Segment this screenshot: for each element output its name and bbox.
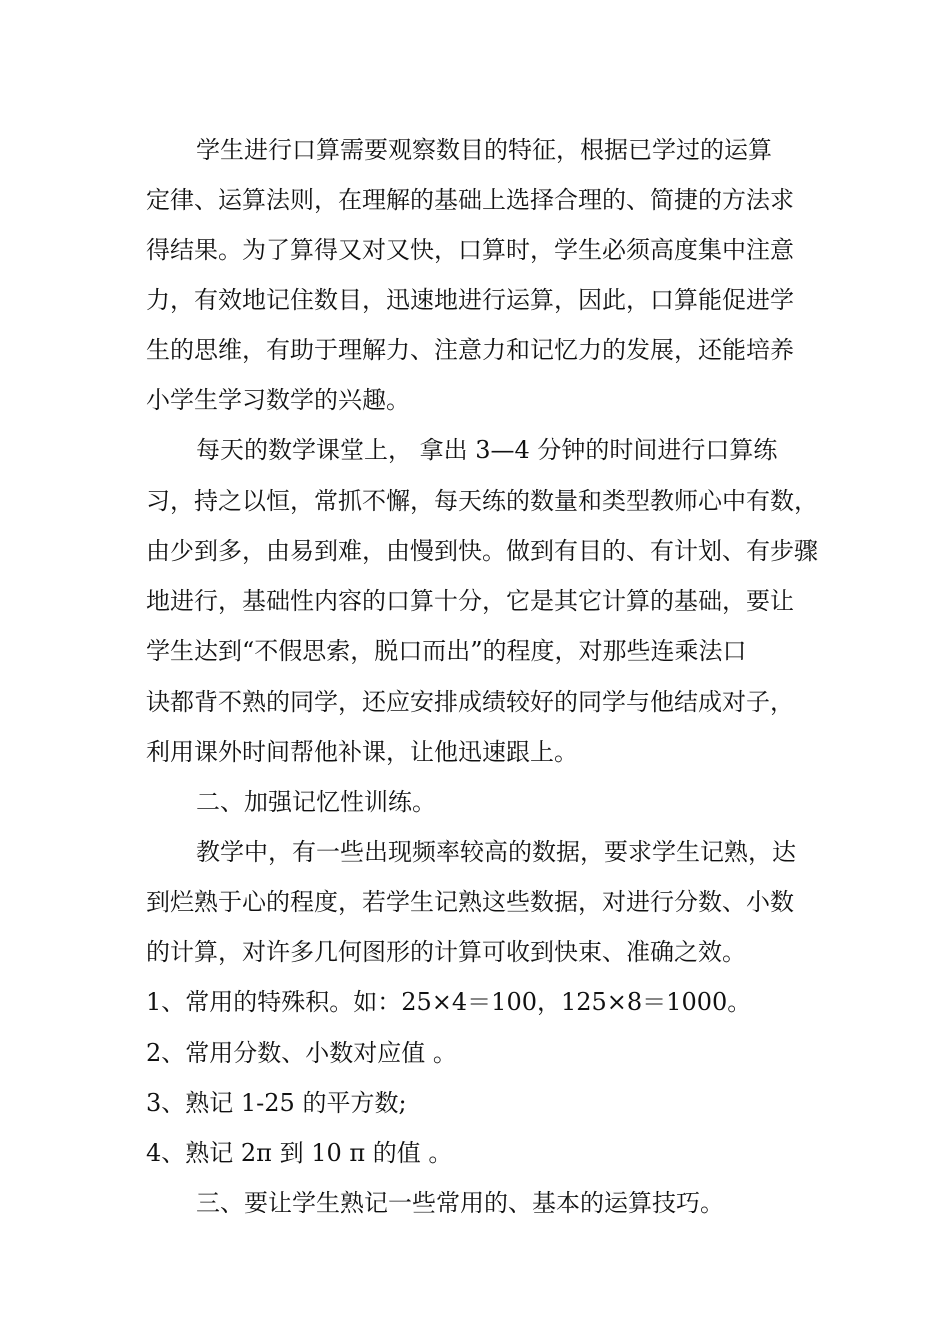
text-line-13: 利用课外时间帮他补课，让他迅速跟上。	[146, 738, 578, 766]
text-line-1: 学生进行口算需要观察数目的特征，根据已学过的运算	[196, 136, 772, 164]
text-line-17: 的计算，对许多几何图形的计算可收到快束、准确之效。	[146, 938, 746, 966]
text-line-11: 学生达到“不假思索，脱口而出”的程度，对那些连乘法口	[146, 637, 747, 665]
list-item-1: 1、常用的特殊积。如：25×4＝100，125×8＝1000。	[146, 988, 752, 1016]
section-heading-2: 二、加强记忆性训练。	[196, 788, 436, 816]
text-line-9: 由少到多，由易到难，由慢到快。做到有目的、有计划、有步骤	[146, 537, 818, 565]
text-line-16: 到烂熟于心的程度，若学生记熟这些数据，对进行分数、小数	[146, 888, 794, 916]
text-line-8: 习，持之以恒，常抓不懈，每天练的数量和类型教师心中有数，	[146, 487, 818, 515]
text-line-10: 地进行，基础性内容的口算十分，它是其它计算的基础，要让	[146, 587, 794, 615]
text-line-15: 教学中，有一些出现频率较高的数据，要求学生记熟，达	[196, 838, 796, 866]
section-heading-3: 三、要让学生熟记一些常用的、基本的运算技巧。	[196, 1189, 724, 1217]
list-item-3: 3、熟记 1-25 的平方数;	[146, 1089, 407, 1117]
text-line-3: 得结果。为了算得又对又快，口算时，学生必须高度集中注意	[146, 236, 794, 264]
text-line-7: 每天的数学课堂上， 拿出 3—4 分钟的时间进行口算练	[196, 436, 778, 464]
text-line-5: 生的思维，有助于理解力、注意力和记忆力的发展，还能培养	[146, 336, 794, 364]
list-item-4: 4、熟记 2π 到 10 π 的值 。	[146, 1139, 453, 1167]
text-line-2: 定律、运算法则，在理解的基础上选择合理的、简捷的方法求	[146, 186, 794, 214]
text-line-12: 诀都背不熟的同学，还应安排成绩较好的同学与他结成对子，	[146, 688, 794, 716]
text-line-6: 小学生学习数学的兴趣。	[146, 386, 410, 414]
text-line-4: 力，有效地记住数目，迅速地进行运算，因此，口算能促进学	[146, 286, 794, 314]
list-item-2: 2、常用分数、小数对应值 。	[146, 1039, 457, 1067]
